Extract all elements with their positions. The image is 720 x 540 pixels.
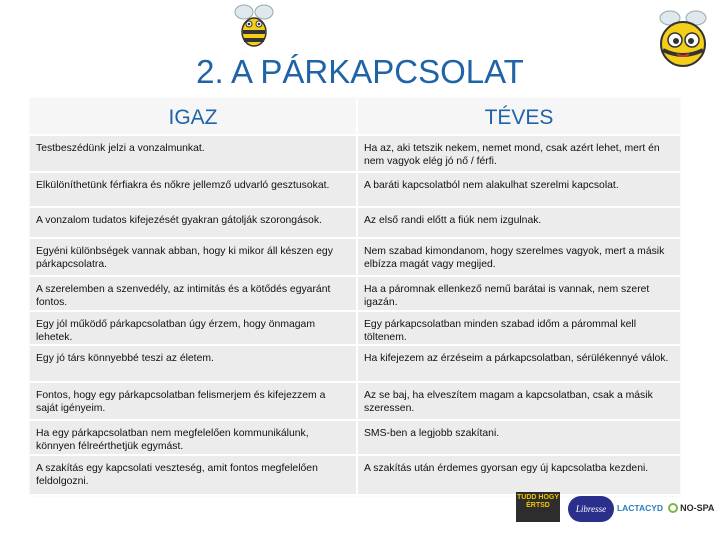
sponsor-logos: [512, 490, 720, 540]
page-title: 2. A PÁRKAPCSOLAT: [196, 53, 524, 90]
teves-cell: Ha kifejezem az érzéseim a párkapcsolatban, sérülékennyé válok.: [358, 346, 680, 381]
teves-cell: SMS-ben a legjobb szakítani.: [358, 421, 680, 454]
teves-cell: A szakítás után érdemes gyorsan egy új kapcsolatba kezdeni.: [358, 456, 680, 494]
igaz-cell: Elkülöníthetünk férfiakra és nőkre jellemző udvarló gesztusokat.: [30, 173, 356, 206]
table-row: [30, 421, 680, 454]
table-row: [30, 456, 680, 494]
igaz-cell: Egyéni különbségek vannak abban, hogy ki mikor áll készen egy párkapcsolatra.: [30, 239, 356, 275]
igaz-cell: A szakítás egy kapcsolati veszteség, amit fontos megfelelően feldolgozni.: [30, 456, 356, 494]
nospa-logo: [666, 494, 716, 522]
igaz-cell: Testbeszédünk jelzi a vonzalmunkat.: [30, 136, 356, 171]
igaz-cell: A szerelemben a szenvedély, az intimitás és a kötődés egyaránt fontos.: [30, 277, 356, 310]
table-row: [30, 383, 680, 419]
nospa-ring-icon: [668, 503, 678, 513]
teves-cell: Az se baj, ha elveszítem magam a kapcsolatban, csak a másik szeressen.: [358, 383, 680, 419]
table-row: [30, 346, 680, 381]
igaz-cell: Fontos, hogy egy párkapcsolatban felismerjem és kifejezzem a saját igényeim.: [30, 383, 356, 419]
teves-cell: A baráti kapcsolatból nem alakulhat szerelmi kapcsolat.: [358, 173, 680, 206]
bee-mascot-icon: [228, 0, 280, 52]
teves-cell: Ha az, aki tetszik nekem, nemet mond, csak azért lehet, mert én nem vagyok elég jó nő / férfi.: [358, 136, 680, 171]
teves-cell: Nem szabad kimondanom, hogy szerelmes vagyok, mert a másik elbízza magát vagy megijed.: [358, 239, 680, 275]
igaz-cell: Ha egy párkapcsolatban nem megfelelően kommunikálunk, könnyen félreérthetjük egymást.: [30, 421, 356, 454]
lactacyd-logo: LACTACYD: [616, 503, 664, 513]
igaz-cell: A vonzalom tudatos kifejezését gyakran gátolják szorongások.: [30, 208, 356, 237]
true-false-table: [30, 98, 680, 496]
table-row: [30, 312, 680, 344]
teves-cell: Ha a páromnak ellenkező nemű barátai is vannak, nem szeret igazán.: [358, 277, 680, 310]
tudd-hogy-logo: TUDD HOGY ÉRTSD: [516, 492, 560, 522]
header-teves: TÉVES: [358, 98, 680, 134]
nospa-label: NO-SPA: [680, 503, 715, 513]
header-igaz: IGAZ: [30, 98, 356, 134]
teves-cell: Egy párkapcsolatban minden szabad időm a párommal kell töltenem.: [358, 312, 680, 344]
igaz-cell: Egy jó társ könnyebbé teszi az életem.: [30, 346, 356, 381]
table-row: [30, 208, 680, 237]
teves-cell: Az első randi előtt a fiúk nem izgulnak.: [358, 208, 680, 237]
table-row: [30, 173, 680, 206]
libresse-logo: Libresse: [568, 496, 614, 522]
table-row: [30, 239, 680, 275]
table-row: [30, 136, 680, 171]
table-row: [30, 277, 680, 310]
igaz-cell: Egy jól működő párkapcsolatban úgy érzem, hogy önmagam lehetek.: [30, 312, 356, 344]
